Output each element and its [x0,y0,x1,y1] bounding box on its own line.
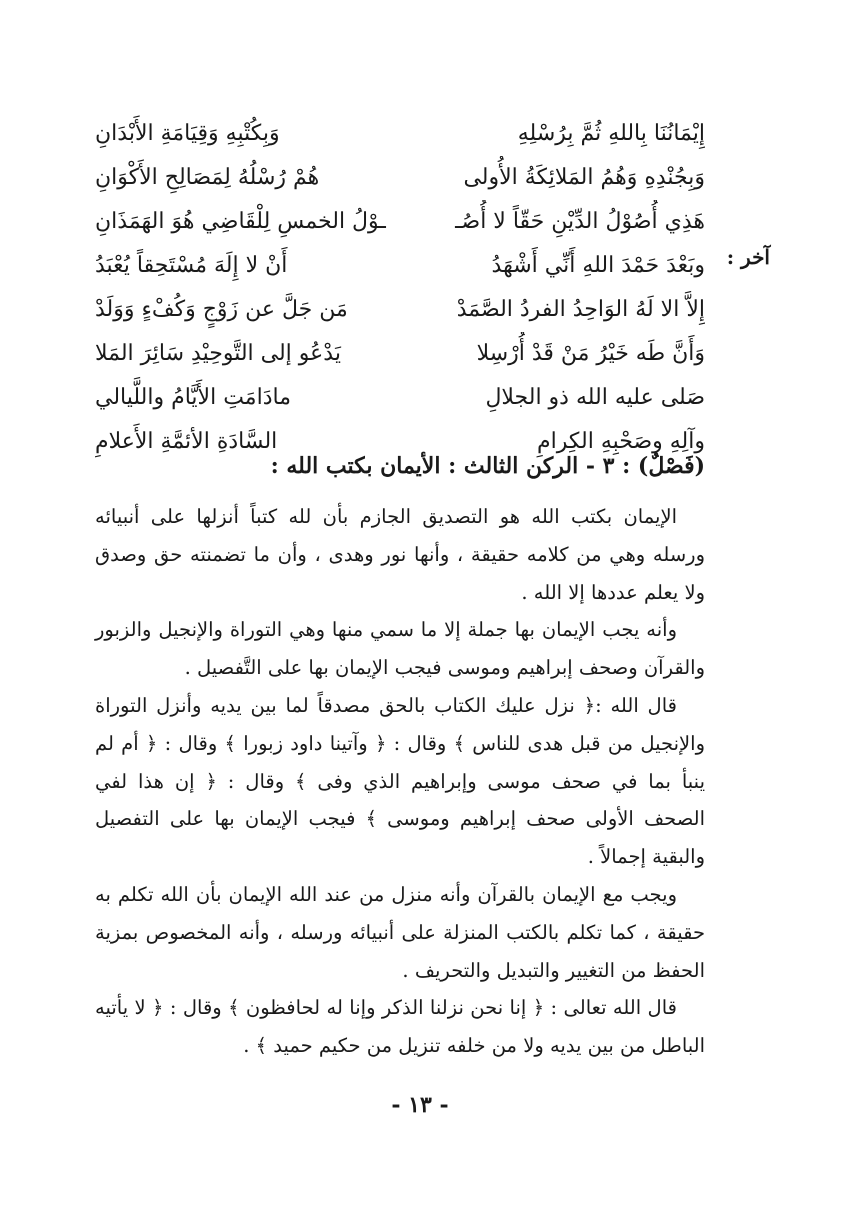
verse-first-hemistich: صَلى عليه الله ذو الجلالِ [485,385,705,410]
verse-first-hemistich: وَبِجُنْدِهِ وَهُمُ المَلائِكَةُ الأُولى [463,165,705,190]
verse-second-hemistich: مادَامَتِ الأَيَّامُ واللَّيالي [95,385,291,410]
margin-note: آخر : [726,245,770,269]
verse-first-hemistich: إِلاَّ الا لَهُ الوَاحِدُ الفردُ الصَّمَدْ [456,297,705,322]
verse-second-hemistich: أَنْ لا إِلَهَ مُسْتَحِقاً يُعْبَدُ [95,253,288,278]
paragraph: الإيمان بكتب الله هو التصديق الجازم بأن لله كتباً أنزلها على أنبيائه ورسله وهي من كلامه حقيقة ، وأنها نور وهدى ، وأن ما تضمنته حق وصدق ولا يعلم عددها إلا الله . [95,505,705,604]
paragraph: ويجب مع الإيمان بالقرآن وأنه منزل من عند الله الإيمان بأن الله تكلم به حقيقة ، كما تكلم بالكتب المنزلة على أنبيائه ورسله ، وأنه المخصوص بمزية الحفظ من التغيير والتبديل والتحريف . [95,882,705,982]
verse-line [95,288,705,332]
paragraph: وأنه يجب الإيمان بها جملة إلا ما سمي منها وهي التوراة والإنجيل والزبور والقرآن وصحف إبراهيم وموسى فيجب الإيمان بها على التَّفصيل . [95,618,705,680]
section-heading: (فَصْلٌ) : ٣ - الركن الثالث : الأيمان بكتب الله : [270,453,705,479]
verse-line [95,156,705,200]
page-number: - ١٣ - [391,1092,449,1118]
verse-first-hemistich: وآلِهِ وصَحْبِهِ الكِرامِ [537,429,705,454]
prose-body [95,498,705,1065]
verse-second-hemistich: هُمْ رُسْلُهُ لِمَصَالِحِ الأَكْوَانِ [95,165,320,190]
verse-first-hemistich: إِيْمَانُنَا بِاللهِ ثُمَّ بِرُسْلِهِ [517,121,705,146]
poem-block [95,112,705,464]
verse-line [95,244,705,288]
paragraph: قال الله :﴿ نزل عليك الكتاب بالحق مصدقاً لما بين يديه وأنزل التوراة والإنجيل من قبل هدى للناس ﴾ وقال : ﴿ وآتينا داود زبورا ﴾ وقال : ﴿ أم لم ينبأ بما في صحف موسى وإبراهيم الذي وفى ﴾ وقال : ﴿ إن هذا لفي الصحف الأولى صحف إبراهيم وموسى ﴾ فيجب الإيمان بها على التفصيل والبقية إجمالاً . [95,693,705,869]
verse-line [95,112,705,156]
verse-second-hemistich: السَّادَةِ الأئمَّةِ الأَعلامِ [95,429,278,454]
verse-second-hemistich: ـوْلُ الخمسِ لِلْقَاضِي هُوَ الهَمَذَانِ [95,209,386,234]
verse-second-hemistich: وَبِكُتْبِهِ وَقِيَامَةِ الأَبْدَانِ [95,121,280,146]
verse-second-hemistich: مَن جَلَّ عن زَوْجٍ وَكُفْءٍ وَوَلَدْ [95,297,348,322]
verse-first-hemistich: وبَعْدَ حَمْدَ اللهِ أَنِّي أَشْهَدُ [491,253,705,278]
paragraph: قال الله تعالى : ﴿ إنا نحن نزلنا الذكر وإنا له لحافظون ﴾ وقال : ﴿ لا يأتيه الباطل من بين يديه ولا من خلفه تنزيل من حكيم حميد ﴾ . [95,996,705,1058]
verse-first-hemistich: وَأَنَّ طَه خَيْرُ مَنْ قَدْ أُرْسِلا [476,341,705,366]
verse-first-hemistich: هَذِي أُصُوْلُ الدِّيْنِ حَقّاً لا أُصُـ [455,209,705,234]
verse-line [95,376,705,420]
verse-line [95,332,705,376]
verse-line [95,200,705,244]
verse-second-hemistich: يَدْعُو إلى التَّوحِيْدِ سَائِرَ المَلا [95,341,341,366]
